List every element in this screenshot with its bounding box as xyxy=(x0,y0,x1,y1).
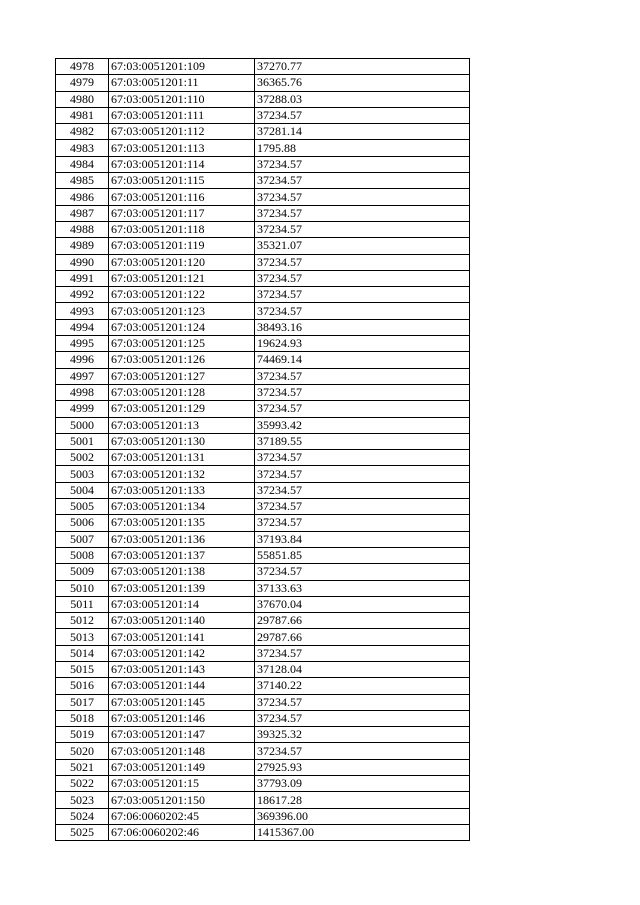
cadastral-number-cell: 67:03:0051201:143 xyxy=(109,661,255,677)
cadastral-number-cell: 67:03:0051201:132 xyxy=(109,466,255,482)
row-number-cell: 4995 xyxy=(56,336,109,352)
table-row xyxy=(56,270,470,286)
value-cell: 37234.57 xyxy=(255,694,470,710)
value-cell: 37234.57 xyxy=(255,710,470,726)
value-cell: 37234.57 xyxy=(255,450,470,466)
cadastral-number-cell: 67:03:0051201:126 xyxy=(109,352,255,368)
value-cell: 27925.93 xyxy=(255,759,470,775)
row-number-cell: 4982 xyxy=(56,124,109,140)
row-number-cell: 4987 xyxy=(56,205,109,221)
value-cell: 37128.04 xyxy=(255,661,470,677)
row-number-cell: 5011 xyxy=(56,596,109,612)
value-cell: 37234.57 xyxy=(255,499,470,515)
row-number-cell: 4980 xyxy=(56,91,109,107)
cadastral-number-cell: 67:03:0051201:137 xyxy=(109,547,255,563)
table-row xyxy=(56,645,470,661)
row-number-cell: 5008 xyxy=(56,547,109,563)
cadastral-number-cell: 67:03:0051201:140 xyxy=(109,613,255,629)
value-cell: 39325.32 xyxy=(255,727,470,743)
row-number-cell: 5020 xyxy=(56,743,109,759)
value-cell: 369396.00 xyxy=(255,808,470,824)
row-number-cell: 4985 xyxy=(56,173,109,189)
value-cell: 37189.55 xyxy=(255,433,470,449)
table-row xyxy=(56,759,470,775)
table-row xyxy=(56,564,470,580)
row-number-cell: 4979 xyxy=(56,75,109,91)
value-cell: 37234.57 xyxy=(255,107,470,123)
cadastral-number-cell: 67:03:0051201:114 xyxy=(109,156,255,172)
row-number-cell: 5004 xyxy=(56,482,109,498)
row-number-cell: 5024 xyxy=(56,808,109,824)
cadastral-number-cell: 67:03:0051201:116 xyxy=(109,189,255,205)
table-row xyxy=(56,107,470,123)
value-cell: 37234.57 xyxy=(255,645,470,661)
row-number-cell: 5012 xyxy=(56,613,109,629)
table-row xyxy=(56,336,470,352)
value-cell: 18617.28 xyxy=(255,792,470,808)
table-row xyxy=(56,776,470,792)
table-row xyxy=(56,352,470,368)
cadastral-number-cell: 67:03:0051201:124 xyxy=(109,319,255,335)
row-number-cell: 4986 xyxy=(56,189,109,205)
cadastral-number-cell: 67:06:0060202:45 xyxy=(109,808,255,824)
value-cell: 37234.57 xyxy=(255,466,470,482)
cadastral-number-cell: 67:06:0060202:46 xyxy=(109,824,255,840)
table-row xyxy=(56,499,470,515)
cadastral-number-cell: 67:03:0051201:11 xyxy=(109,75,255,91)
table-row xyxy=(56,238,470,254)
row-number-cell: 4993 xyxy=(56,303,109,319)
row-number-cell: 4990 xyxy=(56,254,109,270)
cadastral-number-cell: 67:03:0051201:118 xyxy=(109,221,255,237)
row-number-cell: 5010 xyxy=(56,580,109,596)
value-cell: 37234.57 xyxy=(255,482,470,498)
table-row xyxy=(56,75,470,91)
value-cell: 37234.57 xyxy=(255,303,470,319)
cadastral-number-cell: 67:03:0051201:148 xyxy=(109,743,255,759)
cadastral-number-cell: 67:03:0051201:139 xyxy=(109,580,255,596)
cadastral-number-cell: 67:03:0051201:125 xyxy=(109,336,255,352)
row-number-cell: 4983 xyxy=(56,140,109,156)
row-number-cell: 4994 xyxy=(56,319,109,335)
table-row xyxy=(56,596,470,612)
cadastral-number-cell: 67:03:0051201:142 xyxy=(109,645,255,661)
value-cell: 37234.57 xyxy=(255,173,470,189)
row-number-cell: 4991 xyxy=(56,270,109,286)
value-cell: 37234.57 xyxy=(255,743,470,759)
value-cell: 37270.77 xyxy=(255,59,470,75)
cadastral-number-cell: 67:03:0051201:120 xyxy=(109,254,255,270)
row-number-cell: 5025 xyxy=(56,824,109,840)
row-number-cell: 4989 xyxy=(56,238,109,254)
value-cell: 37793.09 xyxy=(255,776,470,792)
value-cell: 37234.57 xyxy=(255,254,470,270)
row-number-cell: 4978 xyxy=(56,59,109,75)
table-row xyxy=(56,678,470,694)
value-cell: 29787.66 xyxy=(255,629,470,645)
cadastral-number-cell: 67:03:0051201:131 xyxy=(109,450,255,466)
row-number-cell: 5002 xyxy=(56,450,109,466)
table-row xyxy=(56,743,470,759)
table-row xyxy=(56,547,470,563)
value-cell: 37281.14 xyxy=(255,124,470,140)
table-row xyxy=(56,221,470,237)
value-cell: 37234.57 xyxy=(255,156,470,172)
table-row xyxy=(56,580,470,596)
value-cell: 1795.88 xyxy=(255,140,470,156)
cadastral-number-cell: 67:03:0051201:110 xyxy=(109,91,255,107)
cadastral-number-cell: 67:03:0051201:122 xyxy=(109,287,255,303)
row-number-cell: 4998 xyxy=(56,384,109,400)
table-row xyxy=(56,629,470,645)
cadastral-number-cell: 67:03:0051201:141 xyxy=(109,629,255,645)
cadastral-number-cell: 67:03:0051201:149 xyxy=(109,759,255,775)
table-row xyxy=(56,124,470,140)
table-row xyxy=(56,433,470,449)
cadastral-number-cell: 67:03:0051201:135 xyxy=(109,515,255,531)
cadastral-number-cell: 67:03:0051201:146 xyxy=(109,710,255,726)
table-row xyxy=(56,531,470,547)
cadastral-number-cell: 67:03:0051201:145 xyxy=(109,694,255,710)
value-cell: 37670.04 xyxy=(255,596,470,612)
value-cell: 37234.57 xyxy=(255,401,470,417)
table-row xyxy=(56,401,470,417)
row-number-cell: 4996 xyxy=(56,352,109,368)
row-number-cell: 5001 xyxy=(56,433,109,449)
cadastral-number-cell: 67:03:0051201:127 xyxy=(109,368,255,384)
row-number-cell: 5005 xyxy=(56,499,109,515)
table-row xyxy=(56,808,470,824)
value-cell: 35993.42 xyxy=(255,417,470,433)
cadastral-number-cell: 67:03:0051201:115 xyxy=(109,173,255,189)
cadastral-number-cell: 67:03:0051201:144 xyxy=(109,678,255,694)
row-number-cell: 5021 xyxy=(56,759,109,775)
value-cell: 37234.57 xyxy=(255,205,470,221)
cadastral-number-cell: 67:03:0051201:133 xyxy=(109,482,255,498)
cadastral-number-cell: 67:03:0051201:121 xyxy=(109,270,255,286)
table-row xyxy=(56,710,470,726)
table-row xyxy=(56,482,470,498)
row-number-cell: 5014 xyxy=(56,645,109,661)
row-number-cell: 4984 xyxy=(56,156,109,172)
value-cell: 37234.57 xyxy=(255,368,470,384)
table-row xyxy=(56,792,470,808)
value-cell: 37234.57 xyxy=(255,221,470,237)
table-row xyxy=(56,319,470,335)
table-row xyxy=(56,824,470,840)
value-cell: 37133.63 xyxy=(255,580,470,596)
table-row xyxy=(56,59,470,75)
value-cell: 37234.57 xyxy=(255,515,470,531)
row-number-cell: 5023 xyxy=(56,792,109,808)
table-row xyxy=(56,694,470,710)
table-row xyxy=(56,661,470,677)
row-number-cell: 4988 xyxy=(56,221,109,237)
cadastral-number-cell: 67:03:0051201:123 xyxy=(109,303,255,319)
row-number-cell: 4981 xyxy=(56,107,109,123)
row-number-cell: 5018 xyxy=(56,710,109,726)
value-cell: 38493.16 xyxy=(255,319,470,335)
row-number-cell: 5006 xyxy=(56,515,109,531)
row-number-cell: 5000 xyxy=(56,417,109,433)
table-row xyxy=(56,303,470,319)
value-cell: 37140.22 xyxy=(255,678,470,694)
value-cell: 37234.57 xyxy=(255,287,470,303)
table-row xyxy=(56,140,470,156)
cadastral-number-cell: 67:03:0051201:109 xyxy=(109,59,255,75)
value-cell: 74469.14 xyxy=(255,352,470,368)
cadastral-number-cell: 67:03:0051201:15 xyxy=(109,776,255,792)
table-row xyxy=(56,368,470,384)
row-number-cell: 4992 xyxy=(56,287,109,303)
cadastral-number-cell: 67:03:0051201:111 xyxy=(109,107,255,123)
row-number-cell: 5003 xyxy=(56,466,109,482)
cadastral-number-cell: 67:03:0051201:136 xyxy=(109,531,255,547)
table-row xyxy=(56,727,470,743)
value-cell: 1415367.00 xyxy=(255,824,470,840)
cadastral-number-cell: 67:03:0051201:138 xyxy=(109,564,255,580)
value-cell: 37234.57 xyxy=(255,564,470,580)
cadastral-number-cell: 67:03:0051201:150 xyxy=(109,792,255,808)
table-row xyxy=(56,384,470,400)
row-number-cell: 5019 xyxy=(56,727,109,743)
row-number-cell: 5016 xyxy=(56,678,109,694)
row-number-cell: 4997 xyxy=(56,368,109,384)
row-number-cell: 5017 xyxy=(56,694,109,710)
cadastral-number-cell: 67:03:0051201:130 xyxy=(109,433,255,449)
cadastral-number-cell: 67:03:0051201:14 xyxy=(109,596,255,612)
table-row xyxy=(56,450,470,466)
table-row xyxy=(56,613,470,629)
table-row xyxy=(56,287,470,303)
value-cell: 55851.85 xyxy=(255,547,470,563)
cadastral-number-cell: 67:03:0051201:134 xyxy=(109,499,255,515)
value-cell: 37234.57 xyxy=(255,384,470,400)
value-cell: 29787.66 xyxy=(255,613,470,629)
row-number-cell: 5015 xyxy=(56,661,109,677)
row-number-cell: 5013 xyxy=(56,629,109,645)
registry-table xyxy=(55,58,470,841)
value-cell: 37234.57 xyxy=(255,270,470,286)
table-row xyxy=(56,173,470,189)
cadastral-number-cell: 67:03:0051201:113 xyxy=(109,140,255,156)
row-number-cell: 5007 xyxy=(56,531,109,547)
table-row xyxy=(56,417,470,433)
row-number-cell: 5009 xyxy=(56,564,109,580)
cadastral-number-cell: 67:03:0051201:129 xyxy=(109,401,255,417)
table-row xyxy=(56,254,470,270)
cadastral-number-cell: 67:03:0051201:119 xyxy=(109,238,255,254)
cadastral-number-cell: 67:03:0051201:117 xyxy=(109,205,255,221)
table-row xyxy=(56,205,470,221)
table-row xyxy=(56,515,470,531)
table-row xyxy=(56,466,470,482)
cadastral-number-cell: 67:03:0051201:112 xyxy=(109,124,255,140)
value-cell: 37193.84 xyxy=(255,531,470,547)
registry-table-body xyxy=(56,59,470,841)
cadastral-number-cell: 67:03:0051201:147 xyxy=(109,727,255,743)
value-cell: 35321.07 xyxy=(255,238,470,254)
value-cell: 37288.03 xyxy=(255,91,470,107)
table-row xyxy=(56,91,470,107)
table-row xyxy=(56,156,470,172)
value-cell: 36365.76 xyxy=(255,75,470,91)
cadastral-number-cell: 67:03:0051201:13 xyxy=(109,417,255,433)
value-cell: 19624.93 xyxy=(255,336,470,352)
row-number-cell: 5022 xyxy=(56,776,109,792)
table-row xyxy=(56,189,470,205)
cadastral-number-cell: 67:03:0051201:128 xyxy=(109,384,255,400)
value-cell: 37234.57 xyxy=(255,189,470,205)
row-number-cell: 4999 xyxy=(56,401,109,417)
